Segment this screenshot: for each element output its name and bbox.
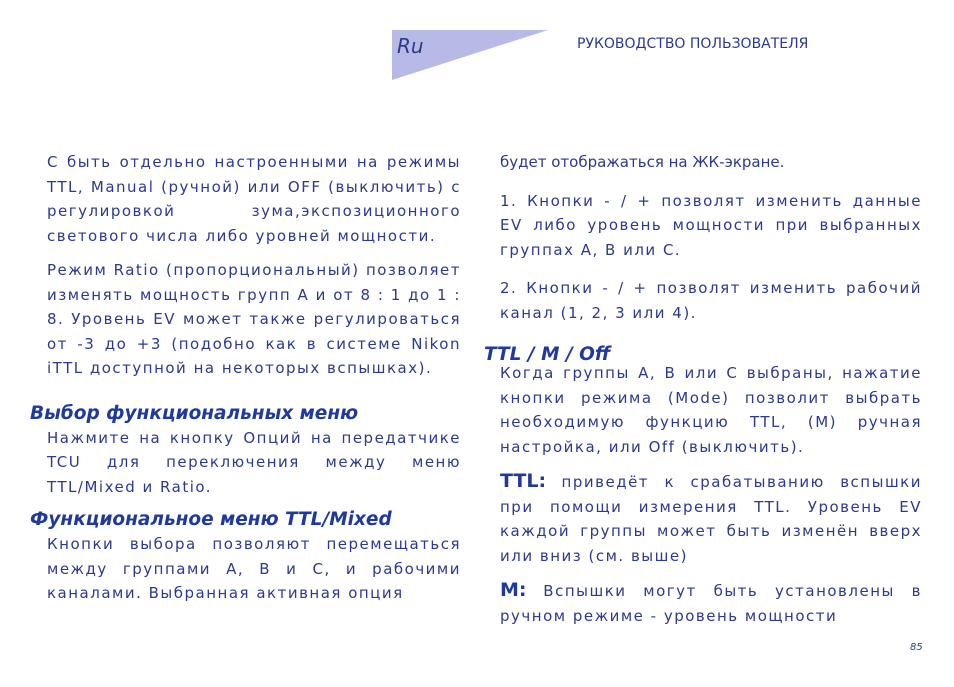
left-paragraph-4: Кнопки выбора позволяют перемещаться между группами А, В и С, и рабочими каналами. Выбранная активная опция bbox=[47, 535, 461, 602]
left-paragraph-3: Нажмите на кнопку Опций на передатчике TCU для переключения между меню TTL/Mixed и Ratio. bbox=[47, 428, 461, 496]
page-number: 85 bbox=[910, 642, 923, 653]
ttl-mode-key: TTL: bbox=[500, 470, 547, 492]
left-paragraph-1: С быть отдельно настроенными на режимы TTL, Manual (ручной) или OFF (выключить) с регулировкой зума,экспозиционного светового числа либо уровней мощности. bbox=[47, 153, 461, 245]
ttl-mode-description bbox=[500, 469, 922, 568]
heading-ttl-m-off: TTL / M / Off bbox=[484, 344, 611, 365]
right-paragraph-1: будет отображаться на ЖК-экране. bbox=[500, 153, 785, 171]
right-column bbox=[484, 150, 922, 628]
manual-mode-description bbox=[500, 578, 922, 628]
right-paragraph-3: 2. Кнопки - / + позволят изменить рабочий канал (1, 2, 3 или 4). bbox=[500, 279, 922, 322]
header-title: РУКОВОДСТВО ПОЛЬЗОВАТЕЛЯ bbox=[577, 36, 809, 52]
ttl-mode-text: приведёт к срабатыванию вспышки при помощи измерения TTL. Уровень EV каждой группы может быть изменён вверх или вниз (см. выше) bbox=[500, 473, 922, 565]
manual-mode-text: Вспышки могут быть установлены в ручном режиме - уровень мощности bbox=[500, 582, 922, 625]
language-label: Ru bbox=[397, 34, 424, 58]
right-paragraph-2: 1. Кнопки - / + позволят изменить данные EV либо уровень мощности при выбранных группах А, В или С. bbox=[500, 191, 922, 259]
language-tab bbox=[392, 30, 548, 80]
manual-mode-key: M: bbox=[500, 579, 527, 601]
heading-menu-selection: Выбор функциональных меню bbox=[30, 402, 359, 424]
left-paragraph-2: Режим Ratio (пропорциональный) позволяет изменять мощность групп А и от 8 : 1 до 1 : 8. Уровень EV может также регулироваться от -3 до +3 (подобно как в системе Nikon iTTL доступной на некоторых вспышках). bbox=[47, 261, 461, 377]
left-column bbox=[30, 150, 461, 606]
right-paragraph-4: Когда группы А, В или С выбраны, нажатие кнопки режима (Mode) позволит выбрать необходимую функцию TTL, (M) ручная настройка, или Off (выключить). bbox=[500, 364, 922, 456]
heading-ttl-mixed-menu: Функциональное меню TTL/Mixed bbox=[30, 509, 392, 530]
